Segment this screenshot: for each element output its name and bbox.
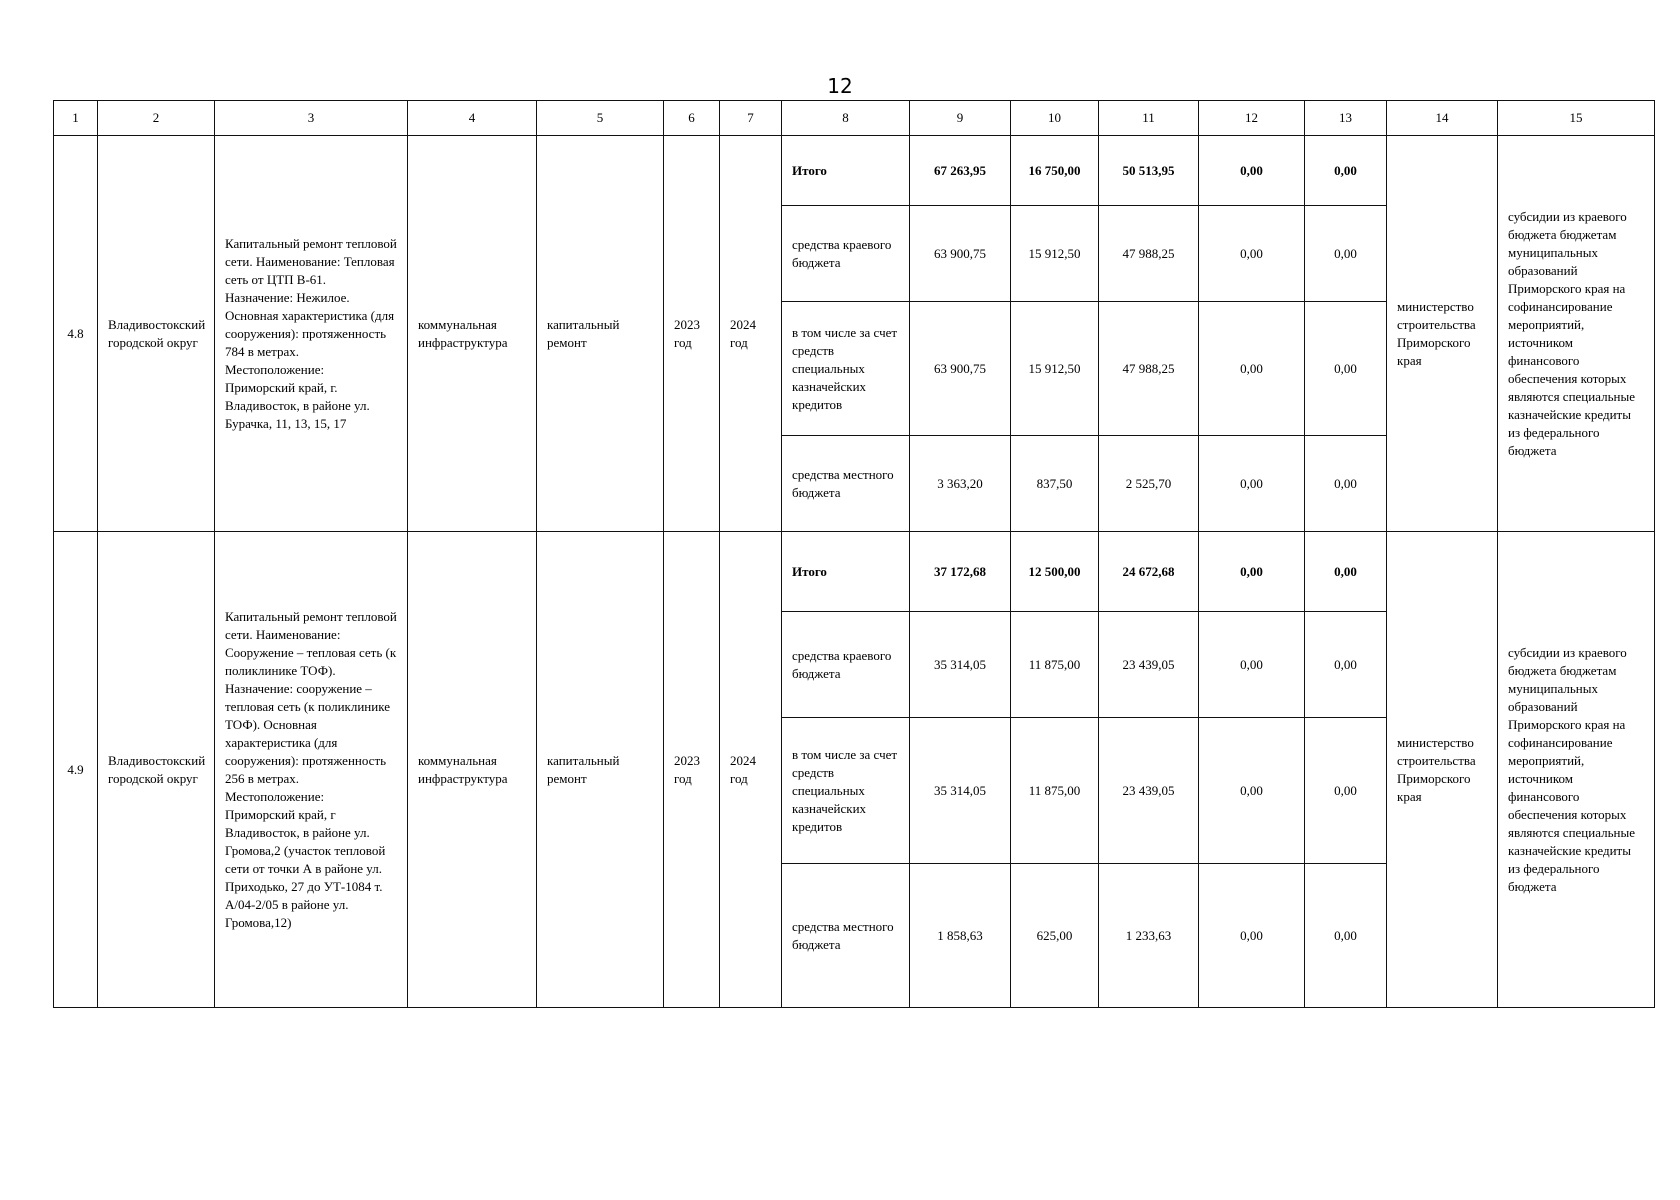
amount-cell: 11 875,00 (1011, 612, 1099, 718)
amount-cell: 63 900,75 (910, 206, 1011, 302)
amount-cell: 0,00 (1305, 612, 1387, 718)
amount-cell: 35 314,05 (910, 718, 1011, 864)
amount-cell: 0,00 (1305, 302, 1387, 436)
funding-source-cell: Итого (782, 532, 910, 612)
amount-cell: 625,00 (1011, 864, 1099, 1008)
amount-cell: 15 912,50 (1011, 206, 1099, 302)
table-row (54, 136, 1655, 206)
year-end-cell: 2024 год (720, 136, 782, 532)
amount-cell: 0,00 (1305, 718, 1387, 864)
column-header: 10 (1011, 101, 1099, 136)
amount-cell: 12 500,00 (1011, 532, 1099, 612)
work-type-cell: капитальный ремонт (537, 532, 664, 1008)
column-header: 7 (720, 101, 782, 136)
amount-cell: 0,00 (1305, 436, 1387, 532)
amount-cell: 67 263,95 (910, 136, 1011, 206)
funding-note-cell: субсидии из краевого бюджета бюджетам муниципальных образований Приморского края на софинансирование мероприятий, источником финансового обеспечения которых являются специальные казначейские кредиты из федерального бюджета (1498, 136, 1655, 532)
column-header: 9 (910, 101, 1011, 136)
column-header: 4 (408, 101, 537, 136)
amount-cell: 1 233,63 (1099, 864, 1199, 1008)
table-row (54, 532, 1655, 612)
column-header: 6 (664, 101, 720, 136)
amount-cell: 3 363,20 (910, 436, 1011, 532)
year-start-cell: 2023 год (664, 532, 720, 1008)
column-header: 14 (1387, 101, 1498, 136)
amount-cell: 0,00 (1199, 718, 1305, 864)
amount-cell: 0,00 (1199, 136, 1305, 206)
funding-source-cell: средства местного бюджета (782, 436, 910, 532)
municipality-cell: Владивостокский городской округ (98, 532, 215, 1008)
description-cell: Капитальный ремонт тепловой сети. Наименование: Сооружение – тепловая сеть (к поликлинике ТОФ). Назначение: сооружение – тепловая сеть (к поликлинике ТОФ). Основная характеристика (для сооружения): протяженность 256 в метрах. Местоположение: Приморский край, г Владивосток, в районе ул. Громова,2 (участок тепловой сети от точки А в районе ул. Приходько, 27 до УТ-1084 т. А/04-2/05 в районе ул. Громова,12) (215, 532, 408, 1008)
header-row (54, 101, 1655, 136)
amount-cell: 63 900,75 (910, 302, 1011, 436)
funding-source-cell: в том числе за счет средств специальных казначейских кредитов (782, 718, 910, 864)
amount-cell: 15 912,50 (1011, 302, 1099, 436)
column-header: 2 (98, 101, 215, 136)
row-number: 4.8 (54, 136, 98, 532)
amount-cell: 47 988,25 (1099, 206, 1199, 302)
amount-cell: 16 750,00 (1011, 136, 1099, 206)
year-end-cell: 2024 год (720, 532, 782, 1008)
amount-cell: 50 513,95 (1099, 136, 1199, 206)
column-header: 1 (54, 101, 98, 136)
amount-cell: 37 172,68 (910, 532, 1011, 612)
amount-cell: 0,00 (1199, 864, 1305, 1008)
amount-cell: 11 875,00 (1011, 718, 1099, 864)
row-number: 4.9 (54, 532, 98, 1008)
amount-cell: 837,50 (1011, 436, 1099, 532)
column-header: 15 (1498, 101, 1655, 136)
amount-cell: 0,00 (1199, 532, 1305, 612)
column-header: 13 (1305, 101, 1387, 136)
funding-source-cell: средства местного бюджета (782, 864, 910, 1008)
ministry-cell: министерство строительства Приморского края (1387, 532, 1498, 1008)
amount-cell: 23 439,05 (1099, 718, 1199, 864)
year-start-cell: 2023 год (664, 136, 720, 532)
ministry-cell: министерство строительства Приморского края (1387, 136, 1498, 532)
program-table (53, 100, 1655, 1008)
page-number: 12 (827, 74, 853, 98)
amount-cell: 0,00 (1305, 864, 1387, 1008)
amount-cell: 0,00 (1199, 436, 1305, 532)
amount-cell: 24 672,68 (1099, 532, 1199, 612)
amount-cell: 0,00 (1305, 206, 1387, 302)
amount-cell: 0,00 (1305, 136, 1387, 206)
column-header: 12 (1199, 101, 1305, 136)
amount-cell: 0,00 (1199, 206, 1305, 302)
funding-source-cell: в том числе за счет средств специальных казначейских кредитов (782, 302, 910, 436)
column-header: 5 (537, 101, 664, 136)
amount-cell: 2 525,70 (1099, 436, 1199, 532)
amount-cell: 23 439,05 (1099, 612, 1199, 718)
funding-note-cell: субсидии из краевого бюджета бюджетам муниципальных образований Приморского края на софинансирование мероприятий, источником финансового обеспечения которых являются специальные казначейские кредиты из федерального бюджета (1498, 532, 1655, 1008)
column-header: 3 (215, 101, 408, 136)
amount-cell: 0,00 (1199, 612, 1305, 718)
amount-cell: 47 988,25 (1099, 302, 1199, 436)
funding-source-cell: Итого (782, 136, 910, 206)
column-header: 11 (1099, 101, 1199, 136)
amount-cell: 1 858,63 (910, 864, 1011, 1008)
category-cell: коммунальная инфраструктура (408, 136, 537, 532)
category-cell: коммунальная инфраструктура (408, 532, 537, 1008)
amount-cell: 0,00 (1199, 302, 1305, 436)
work-type-cell: капитальный ремонт (537, 136, 664, 532)
description-cell: Капитальный ремонт тепловой сети. Наименование: Тепловая сеть от ЦТП В-61. Назначение: Нежилое. Основная характеристика (для сооружения): протяженность 784 в метрах. Местоположение: Приморский край, г. Владивосток, в районе ул. Бурачка, 11, 13, 15, 17 (215, 136, 408, 532)
municipality-cell: Владивостокский городской округ (98, 136, 215, 532)
funding-source-cell: средства краевого бюджета (782, 206, 910, 302)
amount-cell: 0,00 (1305, 532, 1387, 612)
column-header: 8 (782, 101, 910, 136)
funding-source-cell: средства краевого бюджета (782, 612, 910, 718)
amount-cell: 35 314,05 (910, 612, 1011, 718)
